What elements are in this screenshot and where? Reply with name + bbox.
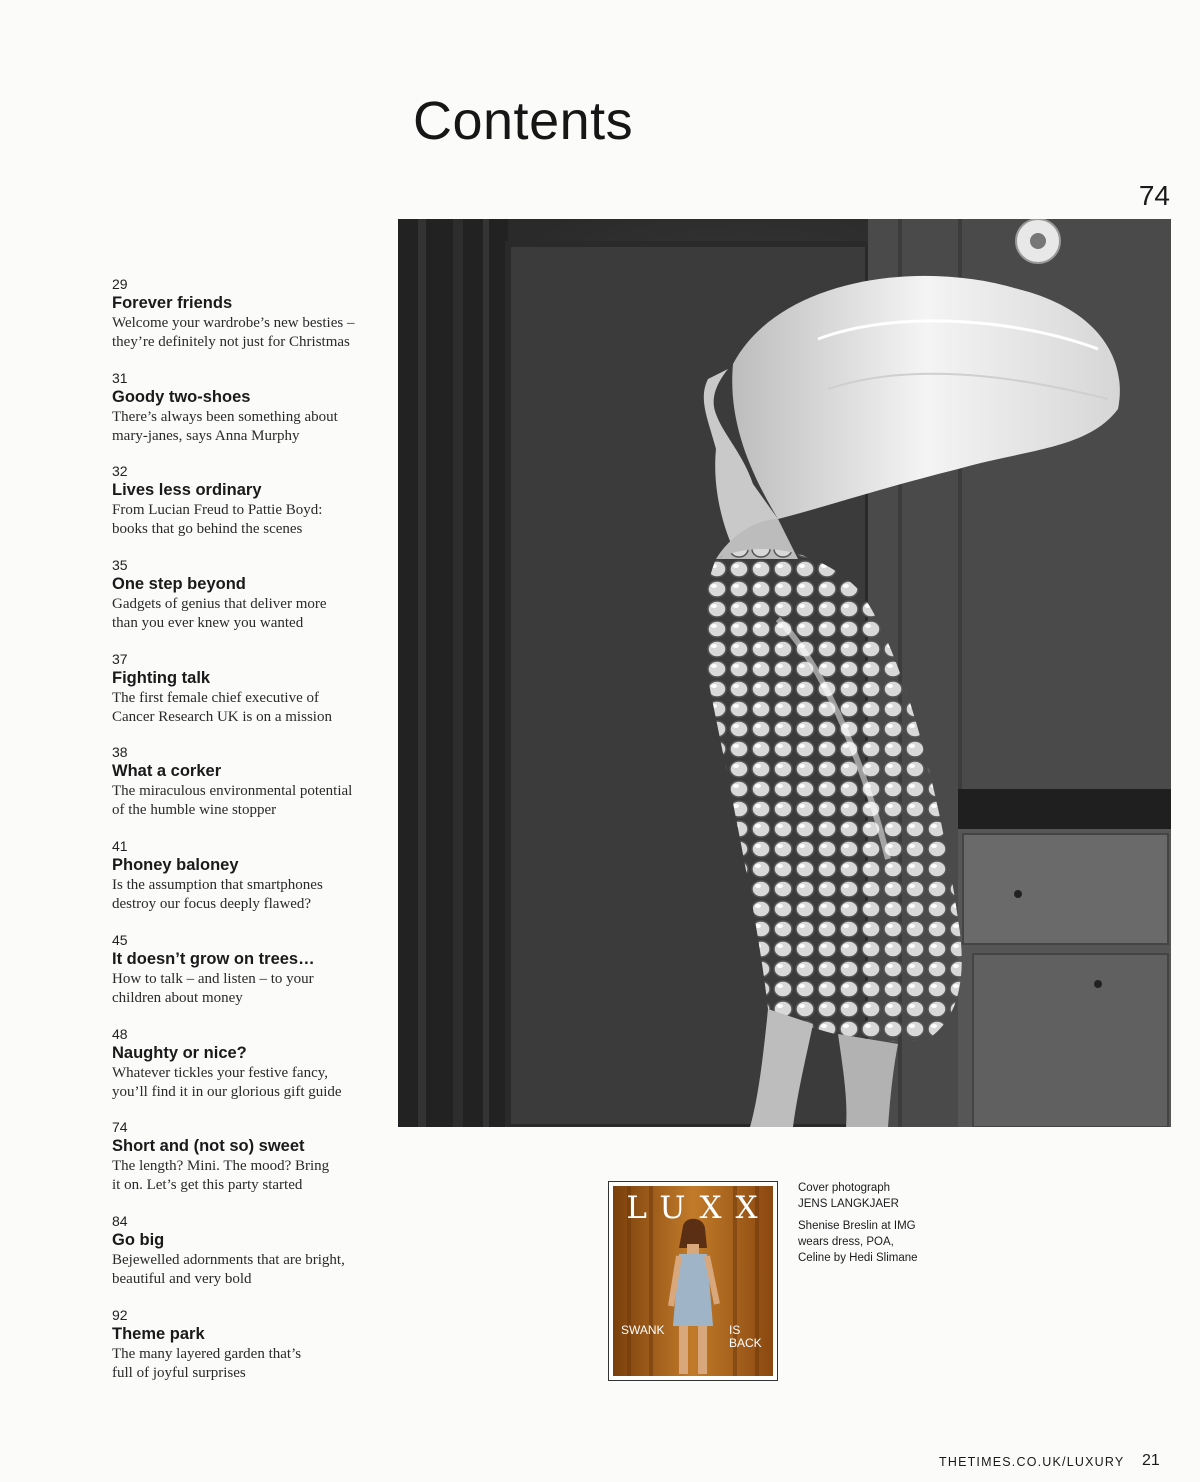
toc-page-number: 37	[112, 650, 128, 667]
toc-entry[interactable]	[112, 1307, 392, 1401]
toc-description-line: Gadgets of genius that deliver more	[112, 596, 327, 613]
credit-line: Shenise Breslin at IMG	[798, 1220, 916, 1232]
cover-credit	[798, 1180, 988, 1266]
toc-page-number: 74	[112, 1119, 128, 1136]
toc-title: Phoney baloney	[112, 856, 239, 875]
footer-url[interactable]: THETIMES.CO.UK/LUXURY	[939, 1455, 1125, 1469]
toc-description-line: The first female chief executive of	[112, 689, 319, 706]
toc-entry[interactable]	[112, 838, 392, 932]
toc-description-line: you’ll find it in our glorious gift guide	[112, 1083, 342, 1100]
toc-title: Short and (not so) sweet	[112, 1137, 305, 1156]
toc-title: Forever friends	[112, 294, 233, 312]
toc-description-line: destroy our focus deeply flawed?	[112, 896, 312, 913]
toc-title: It doesn’t grow on trees…	[112, 949, 315, 968]
toc-page-number: 45	[112, 931, 128, 948]
toc-entry[interactable]	[112, 557, 392, 651]
toc-title: One step beyond	[112, 575, 246, 594]
toc-entry[interactable]	[112, 463, 392, 557]
toc-description-line: Whatever tickles your festive fancy,	[112, 1064, 329, 1081]
toc-description-line: There’s always been something about	[112, 408, 338, 425]
toc-page-number: 84	[112, 1212, 128, 1229]
toc-description-line: full of joyful surprises	[112, 1364, 246, 1381]
cover-coverline-right	[729, 1324, 762, 1350]
toc-entry[interactable]	[112, 744, 392, 838]
toc-description-line: Cancer Research UK is on a mission	[112, 708, 332, 725]
toc-page-number: 32	[112, 463, 128, 480]
feature-page-number: 74	[1138, 180, 1170, 211]
toc-description-line: beautiful and very bold	[112, 1270, 252, 1287]
cover-coverline-right-2: BACK	[729, 1336, 762, 1350]
toc-entry[interactable]	[112, 1026, 392, 1120]
toc-page-number: 48	[112, 1025, 128, 1042]
cover-thumbnail[interactable]	[608, 1181, 778, 1381]
toc-page-number: 41	[112, 838, 128, 855]
toc-description-line: The miraculous environmental potential	[112, 783, 353, 800]
photo-illustration	[398, 219, 1171, 1127]
toc-description-line: books that go behind the scenes	[112, 521, 303, 538]
toc-entry[interactable]	[112, 1119, 392, 1213]
credit-photographer-block	[798, 1180, 988, 1212]
toc-description-line: children about money	[112, 989, 243, 1006]
toc-description-line: The length? Mini. The mood? Bring	[112, 1158, 330, 1175]
toc-title: Go big	[112, 1230, 165, 1249]
toc-entry[interactable]	[112, 932, 392, 1026]
credit-label: Cover photograph	[798, 1182, 891, 1194]
toc-description-line: Bejewelled adornments that are bright,	[112, 1251, 345, 1268]
toc-description-line: it on. Let’s get this party started	[112, 1177, 303, 1194]
toc-description-line: of the humble wine stopper	[112, 802, 277, 819]
toc-title: Fighting talk	[112, 668, 211, 687]
toc-title: Theme park	[112, 1324, 205, 1343]
cover-coverline-right-1: IS	[729, 1323, 741, 1337]
footer-page-number: 21	[1142, 1452, 1160, 1469]
toc-title: Naughty or nice?	[112, 1043, 247, 1062]
toc-description-line: than you ever knew you wanted	[112, 615, 304, 632]
toc-entry[interactable]	[112, 370, 392, 464]
cover-image	[613, 1186, 773, 1376]
page-title: Contents	[413, 91, 634, 151]
credit-photographer: JENS LANGKJAER	[798, 1198, 899, 1210]
cover-masthead: LUXX	[626, 1190, 772, 1226]
toc-description-line: Is the assumption that smartphones	[112, 877, 323, 894]
toc-entry[interactable]	[112, 651, 392, 745]
contents-list	[112, 276, 392, 1400]
toc-description-line: Welcome your wardrobe’s new besties –	[112, 315, 355, 331]
toc-title: Goody two-shoes	[112, 387, 251, 406]
toc-description-line: they’re definitely not just for Christmas	[112, 334, 350, 350]
toc-title: Lives less ordinary	[112, 481, 262, 500]
toc-page-number: 92	[112, 1306, 128, 1323]
toc-description-line: How to talk – and listen – to your	[112, 970, 314, 987]
feature-photograph[interactable]	[398, 219, 1171, 1127]
cover-coverline-left: SWANK	[621, 1323, 665, 1337]
toc-page-number: 31	[112, 369, 128, 386]
credit-line: wears dress, POA,	[798, 1236, 894, 1248]
toc-title: What a corker	[112, 762, 222, 781]
toc-page-number: 35	[112, 557, 128, 574]
toc-description-line: The many layered garden that’s	[112, 1345, 302, 1362]
toc-description-line: mary-janes, says Anna Murphy	[112, 427, 300, 444]
toc-page-number: 38	[112, 744, 128, 761]
toc-entry[interactable]	[112, 276, 392, 370]
toc-entry[interactable]	[112, 1213, 392, 1307]
toc-page-number: 29	[112, 276, 128, 292]
credit-line: Celine by Hedi Slimane	[798, 1252, 918, 1264]
toc-description-line: From Lucian Freud to Pattie Boyd:	[112, 502, 323, 519]
